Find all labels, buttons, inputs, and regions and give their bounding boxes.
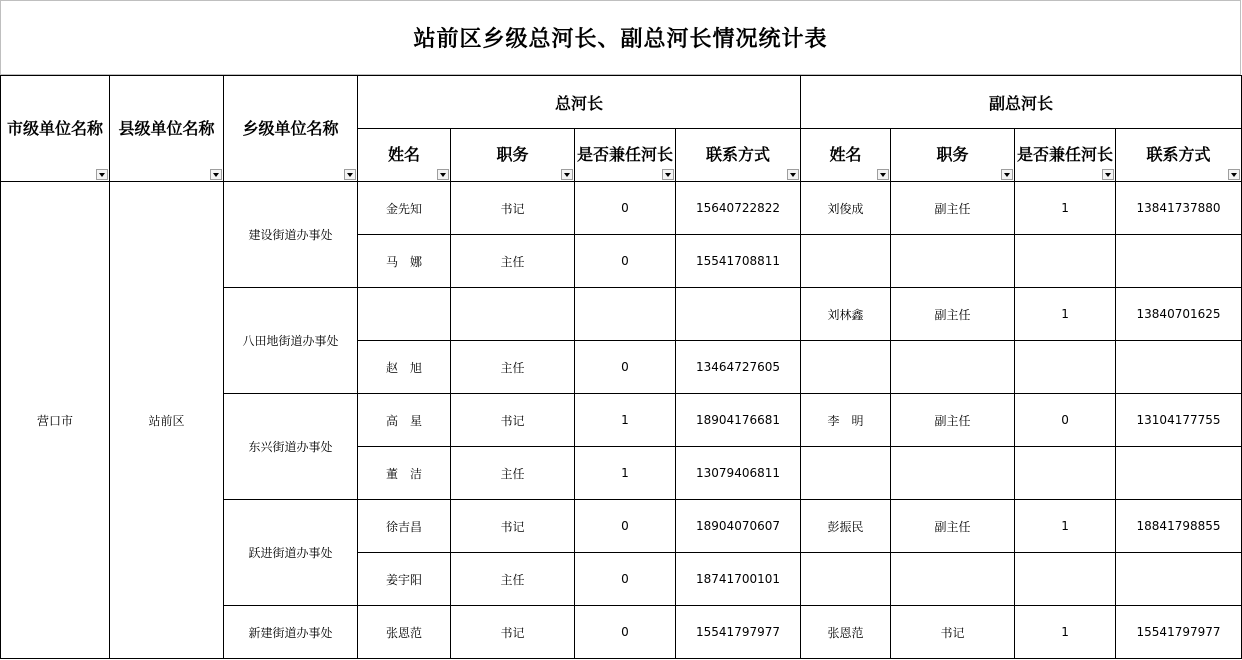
dropdown-arrow-icon[interactable] [96, 169, 108, 180]
dropdown-arrow-icon[interactable] [1001, 169, 1013, 180]
cell-deputy-contact: 18841798855 [1116, 500, 1242, 553]
cell-chief-position: 书记 [451, 394, 575, 447]
cell-county: 站前区 [110, 182, 224, 659]
cell-chief-name: 赵 旭 [358, 341, 451, 394]
cell-deputy-name: 刘俊成 [801, 182, 891, 235]
header-deputy-concurrent [1015, 129, 1116, 182]
cell-deputy-position: 副主任 [891, 394, 1015, 447]
cell-chief-name: 徐吉昌 [358, 500, 451, 553]
header-county-label: 县级单位名称 [118, 118, 215, 138]
cell-deputy-position: 副主任 [891, 500, 1015, 553]
header-label: 职务 [496, 145, 529, 164]
cell-chief-concurrent: 0 [575, 553, 676, 606]
dropdown-arrow-icon[interactable] [210, 169, 222, 180]
dropdown-arrow-icon[interactable] [1228, 169, 1240, 180]
cell-deputy-position [891, 553, 1015, 606]
table-row [1, 182, 1242, 235]
cell-deputy-position: 副主任 [891, 288, 1015, 341]
header-label: 是否兼任河长 [1017, 145, 1114, 164]
cell-chief-position: 主任 [451, 553, 575, 606]
cell-deputy-position [891, 235, 1015, 288]
cell-deputy-position: 副主任 [891, 182, 1015, 235]
cell-chief-position: 主任 [451, 341, 575, 394]
dropdown-arrow-icon[interactable] [787, 169, 799, 180]
cell-chief-contact: 15541797977 [676, 606, 801, 659]
cell-deputy-contact: 13104177755 [1116, 394, 1242, 447]
cell-town: 建设街道办事处 [224, 182, 358, 288]
cell-deputy-contact: 15541797977 [1116, 606, 1242, 659]
cell-deputy-contact [1116, 447, 1242, 500]
header-deputy-position [891, 129, 1015, 182]
header-label: 是否兼任河长 [576, 145, 673, 164]
header-label: 职务 [936, 145, 969, 164]
cell-town: 新建街道办事处 [224, 606, 358, 659]
dropdown-arrow-icon[interactable] [561, 169, 573, 180]
cell-deputy-concurrent: 1 [1015, 288, 1116, 341]
cell-chief-position: 主任 [451, 447, 575, 500]
dropdown-arrow-icon[interactable] [662, 169, 674, 180]
cell-deputy-name [801, 235, 891, 288]
cell-deputy-concurrent [1015, 447, 1116, 500]
cell-chief-concurrent: 0 [575, 500, 676, 553]
cell-town: 跃进街道办事处 [224, 500, 358, 606]
cell-chief-contact: 18904176681 [676, 394, 801, 447]
cell-deputy-concurrent [1015, 235, 1116, 288]
cell-chief-concurrent: 1 [575, 447, 676, 500]
cell-chief-contact: 13079406811 [676, 447, 801, 500]
dropdown-arrow-icon[interactable] [344, 169, 356, 180]
cell-chief-concurrent [575, 288, 676, 341]
header-label: 联系方式 [1146, 145, 1211, 164]
cell-deputy-concurrent [1015, 553, 1116, 606]
statistics-table [0, 75, 1242, 659]
cell-deputy-concurrent [1015, 341, 1116, 394]
header-town-label: 乡级单位名称 [242, 118, 339, 138]
cell-town: 八田地街道办事处 [224, 288, 358, 394]
cell-deputy-position [891, 447, 1015, 500]
cell-city: 营口市 [1, 182, 110, 659]
cell-deputy-contact: 13840701625 [1116, 288, 1242, 341]
header-chief-group: 总河长 [358, 76, 801, 129]
cell-deputy-name: 李 明 [801, 394, 891, 447]
dropdown-arrow-icon[interactable] [437, 169, 449, 180]
header-deputy-group: 副总河长 [801, 76, 1242, 129]
cell-chief-concurrent: 1 [575, 394, 676, 447]
cell-chief-contact: 18904070607 [676, 500, 801, 553]
cell-chief-concurrent: 0 [575, 182, 676, 235]
header-deputy-contact [1116, 129, 1242, 182]
header-deputy-name [801, 129, 891, 182]
cell-deputy-contact [1116, 341, 1242, 394]
cell-town: 东兴街道办事处 [224, 394, 358, 500]
header-chief-name [358, 129, 451, 182]
cell-chief-contact: 18741700101 [676, 553, 801, 606]
cell-chief-concurrent: 0 [575, 606, 676, 659]
cell-chief-name: 董 洁 [358, 447, 451, 500]
cell-deputy-concurrent: 1 [1015, 182, 1116, 235]
cell-deputy-position: 书记 [891, 606, 1015, 659]
header-chief-contact [676, 129, 801, 182]
cell-deputy-concurrent: 1 [1015, 606, 1116, 659]
cell-deputy-name [801, 553, 891, 606]
table-body [1, 182, 1242, 659]
cell-deputy-name [801, 447, 891, 500]
cell-deputy-concurrent: 1 [1015, 500, 1116, 553]
cell-deputy-name: 张恩范 [801, 606, 891, 659]
header-label: 联系方式 [706, 145, 771, 164]
header-label: 姓名 [829, 145, 862, 164]
cell-deputy-contact [1116, 235, 1242, 288]
cell-chief-contact: 15541708811 [676, 235, 801, 288]
cell-chief-position [451, 288, 575, 341]
cell-deputy-contact: 13841737880 [1116, 182, 1242, 235]
title-row [0, 0, 1241, 75]
dropdown-arrow-icon[interactable] [1102, 169, 1114, 180]
cell-chief-name: 姜宇阳 [358, 553, 451, 606]
header-label: 姓名 [387, 145, 420, 164]
header-city-label: 市级单位名称 [6, 118, 103, 138]
cell-chief-name [358, 288, 451, 341]
header-town [224, 76, 358, 182]
cell-chief-name: 高 星 [358, 394, 451, 447]
cell-chief-contact: 15640722822 [676, 182, 801, 235]
cell-chief-name: 张恩范 [358, 606, 451, 659]
header-city [1, 76, 110, 182]
cell-deputy-name: 彭振民 [801, 500, 891, 553]
cell-chief-position: 主任 [451, 235, 575, 288]
cell-chief-name: 金先知 [358, 182, 451, 235]
cell-chief-concurrent: 0 [575, 341, 676, 394]
dropdown-arrow-icon[interactable] [877, 169, 889, 180]
cell-deputy-concurrent: 0 [1015, 394, 1116, 447]
header-county [110, 76, 224, 182]
cell-deputy-contact [1116, 553, 1242, 606]
page-title: 站前区乡级总河长、副总河长情况统计表 [413, 27, 828, 52]
cell-deputy-position [891, 341, 1015, 394]
cell-chief-contact [676, 288, 801, 341]
cell-chief-name: 马 娜 [358, 235, 451, 288]
cell-chief-contact: 13464727605 [676, 341, 801, 394]
cell-chief-position: 书记 [451, 500, 575, 553]
header-chief-concurrent [575, 129, 676, 182]
header-chief-position [451, 129, 575, 182]
cell-deputy-name: 刘林鑫 [801, 288, 891, 341]
cell-chief-position: 书记 [451, 182, 575, 235]
cell-chief-concurrent: 0 [575, 235, 676, 288]
cell-deputy-name [801, 341, 891, 394]
cell-chief-position: 书记 [451, 606, 575, 659]
